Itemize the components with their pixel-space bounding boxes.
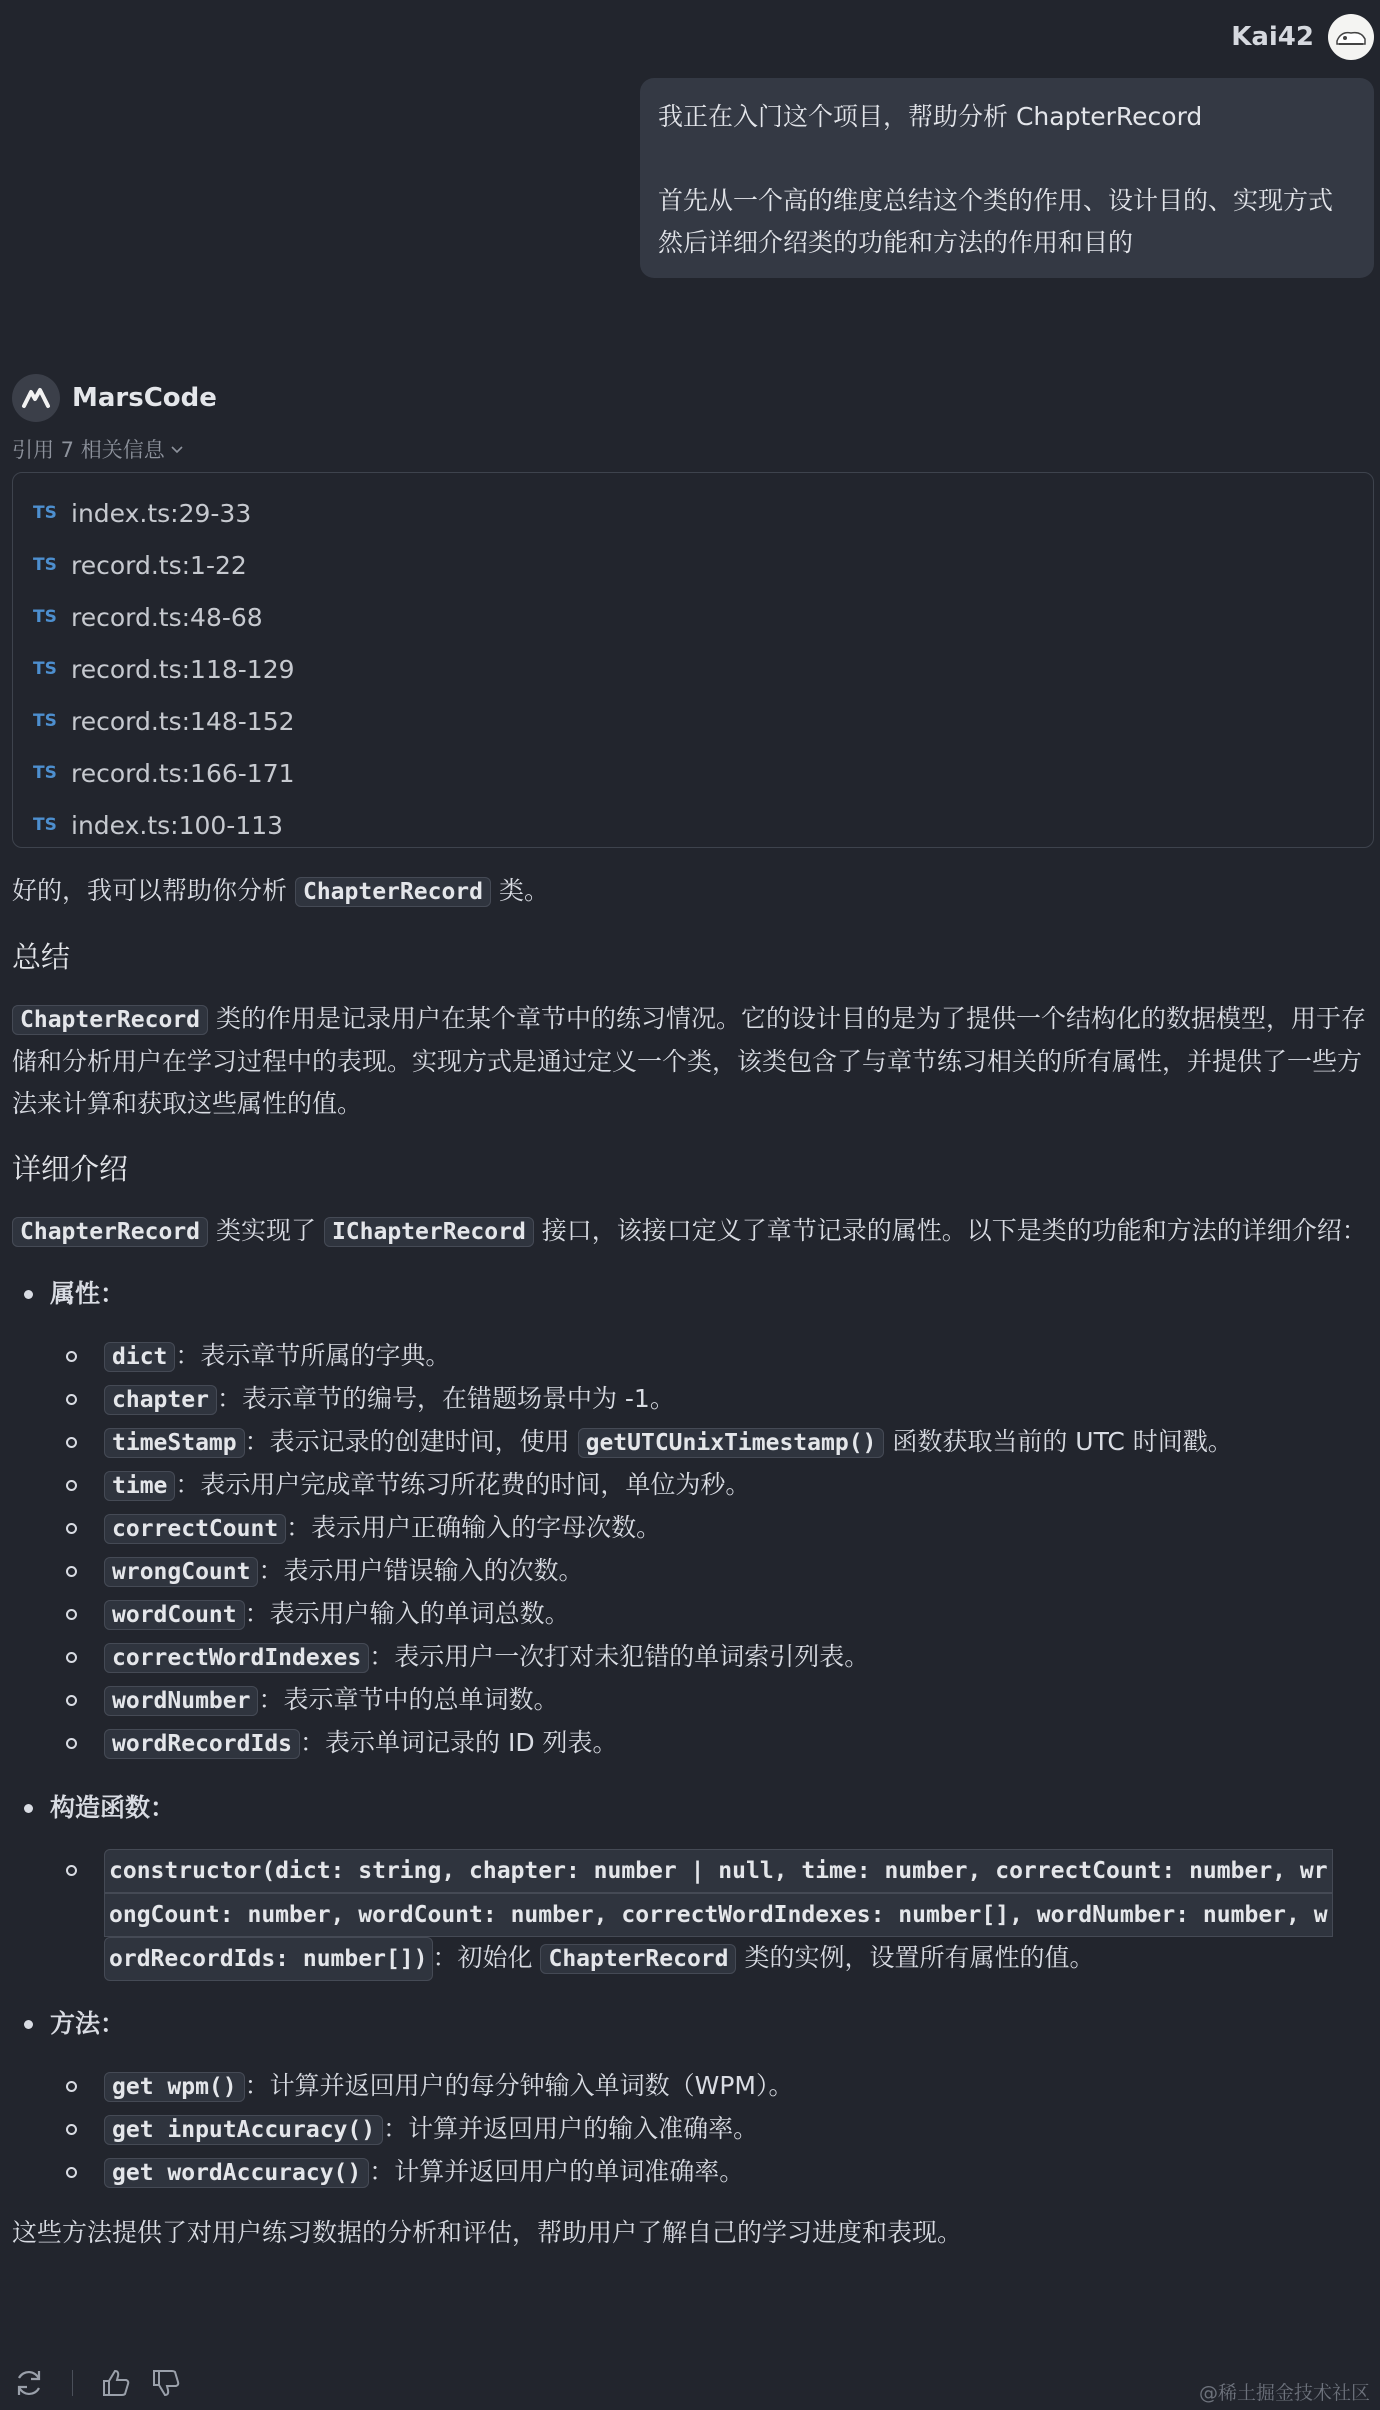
- inline-code: ChapterRecord: [540, 1944, 736, 1974]
- typescript-icon: TS: [33, 555, 57, 575]
- reference-item[interactable]: [33, 487, 1373, 539]
- detail-heading: 详细介绍: [12, 1152, 129, 1186]
- user-message-line: 首先从一个高的维度总结这个类的作用、设计目的、实现方式: [658, 186, 1334, 215]
- inline-code: IChapterRecord: [324, 1217, 534, 1247]
- inline-code: ChapterRecord: [12, 1005, 208, 1035]
- watermark: @稀土掘金技术社区: [1198, 2382, 1370, 2404]
- method-item: [50, 2108, 1372, 2151]
- conclusion-paragraph: 这些方法提供了对用户练习数据的分析和评估，帮助用户了解自己的学习进度和表现。: [12, 2218, 963, 2247]
- inline-code: correctCount: [104, 1514, 286, 1544]
- property-item: [50, 1722, 1372, 1765]
- method-item: [50, 2065, 1372, 2108]
- constructor-desc: ：初始化: [432, 1943, 533, 1972]
- method-item: [50, 2151, 1372, 2194]
- typescript-icon: TS: [33, 607, 57, 627]
- constructor-list: [50, 1849, 1372, 1981]
- properties-list: [50, 1335, 1372, 1765]
- inline-code: ongCount: number, wordCount: number, correctWordIndexes: number[], wordNumber: number, w: [104, 1893, 1333, 1937]
- property-item: [50, 1421, 1372, 1464]
- summary-heading: 总结: [12, 940, 71, 974]
- references-list: [12, 472, 1374, 848]
- message-actions: [12, 2366, 183, 2400]
- intro-paragraph: [12, 870, 1372, 913]
- inline-code: timeStamp: [104, 1428, 245, 1458]
- inline-code: get inputAccuracy(): [104, 2115, 383, 2145]
- property-desc: ：表示用户正确输入的字母次数。: [286, 1513, 662, 1542]
- reference-item[interactable]: [33, 799, 1373, 851]
- user-name: Kai42: [1231, 22, 1314, 52]
- property-item: [50, 1679, 1372, 1722]
- property-desc: ：表示章节中的总单词数。: [258, 1685, 559, 1714]
- typescript-icon: TS: [33, 503, 57, 523]
- thumbs-up-icon[interactable]: [99, 2366, 133, 2400]
- user-message-line: 我正在入门这个项目，帮助分析 ChapterRecord: [658, 102, 1203, 131]
- bot-name: MarsCode: [72, 383, 217, 413]
- detail-text: 类实现了: [215, 1216, 316, 1245]
- answer-content: [12, 870, 1372, 2254]
- regenerate-icon[interactable]: [12, 2366, 46, 2400]
- reference-label: record.ts:1-22: [71, 550, 247, 580]
- references-toggle-label: 引用 7 相关信息: [12, 438, 165, 462]
- property-item: [50, 1378, 1372, 1421]
- property-item: [50, 1550, 1372, 1593]
- user-avatar[interactable]: [1328, 14, 1374, 60]
- thumbs-down-icon[interactable]: [149, 2366, 183, 2400]
- property-item: [50, 1593, 1372, 1636]
- property-item: [50, 1464, 1372, 1507]
- inline-code: wordRecordIds: [104, 1729, 300, 1759]
- constructor-item: [50, 1849, 1372, 1981]
- property-item: [50, 1335, 1372, 1378]
- method-desc: ：计算并返回用户的单词准确率。: [369, 2157, 745, 2186]
- reference-label: record.ts:118-129: [71, 654, 295, 684]
- method-desc: ：计算并返回用户的每分钟输入单词数（WPM）。: [244, 2071, 794, 2100]
- constructor-desc: 类的实例，设置所有属性的值。: [744, 1943, 1095, 1972]
- property-item: [50, 1636, 1372, 1679]
- reference-item[interactable]: [33, 643, 1373, 695]
- inline-code: ordRecordIds: number[]): [104, 1937, 433, 1981]
- inline-code: ChapterRecord: [12, 1217, 208, 1247]
- reference-label: index.ts:29-33: [71, 498, 252, 528]
- detail-list: [12, 1273, 1372, 2194]
- property-desc: ：表示章节的编号，在错题场景中为 -1。: [216, 1384, 675, 1413]
- bot-header: [12, 374, 217, 422]
- constructor-title: 构造函数：: [50, 1793, 176, 1822]
- inline-code: constructor(dict: string, chapter: number | null, time: number, correctCount: number, wr: [104, 1849, 1333, 1893]
- methods-section: [12, 2003, 1372, 2194]
- inline-code: get wordAccuracy(): [104, 2158, 369, 2188]
- inline-code: correctWordIndexes: [104, 1643, 369, 1673]
- inline-code: wrongCount: [104, 1557, 258, 1587]
- property-desc: ：表示记录的创建时间，使用: [244, 1427, 570, 1456]
- property-item: [50, 1507, 1372, 1550]
- property-desc: ：表示用户输入的单词总数。: [244, 1599, 570, 1628]
- reference-item[interactable]: [33, 695, 1373, 747]
- user-message-line: 然后详细介绍类的功能和方法的作用和目的: [658, 228, 1134, 257]
- reference-label: record.ts:166-171: [71, 758, 295, 788]
- property-desc: ：表示用户完成章节练习所花费的时间，单位为秒。: [175, 1470, 751, 1499]
- inline-code: time: [104, 1471, 175, 1501]
- inline-code: wordCount: [104, 1600, 245, 1630]
- inline-code: getUTCUnixTimestamp(): [578, 1428, 885, 1458]
- properties-section: [12, 1273, 1372, 1765]
- user-header: [1231, 14, 1374, 60]
- user-message: [640, 78, 1374, 278]
- reference-item[interactable]: [33, 539, 1373, 591]
- properties-title: 属性：: [50, 1279, 126, 1308]
- methods-list: [50, 2065, 1372, 2194]
- reference-item[interactable]: [33, 747, 1373, 799]
- reference-label: record.ts:48-68: [71, 602, 263, 632]
- inline-code: wordNumber: [104, 1686, 258, 1716]
- property-desc: ：表示章节所属的字典。: [175, 1341, 451, 1370]
- typescript-icon: TS: [33, 659, 57, 679]
- typescript-icon: TS: [33, 763, 57, 783]
- reference-label: index.ts:100-113: [71, 810, 284, 840]
- summary-paragraph: [12, 998, 1372, 1125]
- methods-title: 方法：: [50, 2009, 126, 2038]
- inline-code: dict: [104, 1342, 175, 1372]
- property-desc: ：表示用户一次打对未犯错的单词索引列表。: [369, 1642, 870, 1671]
- reference-item[interactable]: [33, 591, 1373, 643]
- property-desc: 函数获取当前的 UTC 时间戳。: [892, 1427, 1233, 1456]
- intro-text: 好的，我可以帮助你分析: [12, 876, 288, 905]
- summary-text: 类的作用是记录用户在某个章节中的练习情况。它的设计目的是为了提供一个结构化的数据模型，用于存储和分析用户在学习过程中的表现。实现方式是通过定义一个类，该类包含了与章节练习相关的所有属性，并提供了一些方法来计算和获取这些属性的值。: [12, 1004, 1366, 1118]
- constructor-section: [12, 1787, 1372, 1981]
- references-toggle[interactable]: [12, 434, 185, 464]
- inline-code: get wpm(): [104, 2072, 245, 2102]
- avatar-icon: [1331, 17, 1371, 57]
- marscode-logo-icon: [12, 374, 60, 422]
- inline-code: chapter: [104, 1385, 217, 1415]
- detail-paragraph: [12, 1210, 1372, 1253]
- chevron-down-icon: [169, 441, 185, 457]
- method-desc: ：计算并返回用户的输入准确率。: [383, 2114, 759, 2143]
- reference-label: record.ts:148-152: [71, 706, 295, 736]
- property-desc: ：表示用户错误输入的次数。: [258, 1556, 584, 1585]
- divider: [72, 2370, 73, 2396]
- inline-code: ChapterRecord: [295, 877, 491, 907]
- detail-text: 接口，该接口定义了章节记录的属性。以下是类的功能和方法的详细介绍：: [541, 1216, 1367, 1245]
- intro-text: 类。: [498, 876, 549, 905]
- typescript-icon: TS: [33, 815, 57, 835]
- typescript-icon: TS: [33, 711, 57, 731]
- property-desc: ：表示单词记录的 ID 列表。: [300, 1728, 618, 1757]
